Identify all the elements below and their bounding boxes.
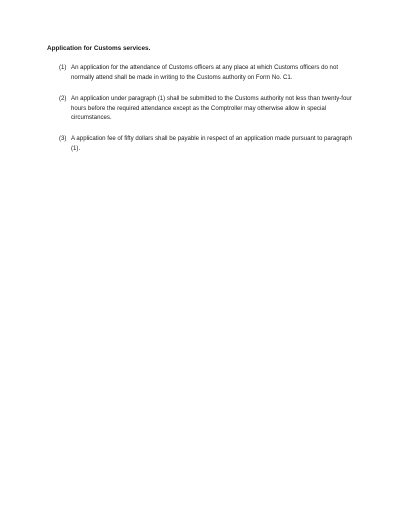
paragraph-1: [59, 63, 359, 82]
paragraph-3: [59, 134, 359, 153]
paragraph-number: (3): [59, 135, 67, 142]
paragraph-number: (2): [59, 95, 67, 102]
section-heading: Application for Customs services.: [47, 45, 151, 52]
paragraph-text: An application under paragraph (1) shall be submitted to the Customs authority not less than twenty-four hours before the required attendance except as the Comptroller may otherwise allow in special circumstances.: [71, 95, 352, 122]
paragraph-number: (1): [59, 64, 67, 71]
paragraph-text: A application fee of fifty dollars shall be payable in respect of an application made pursuant to paragraph (1).: [71, 135, 352, 152]
paragraph-2: [59, 94, 359, 123]
paragraph-text: An application for the attendance of Customs officers at any place at which Customs officers do not normally attend shall be made in writing to the Customs authority on Form No. C1.: [71, 64, 339, 81]
